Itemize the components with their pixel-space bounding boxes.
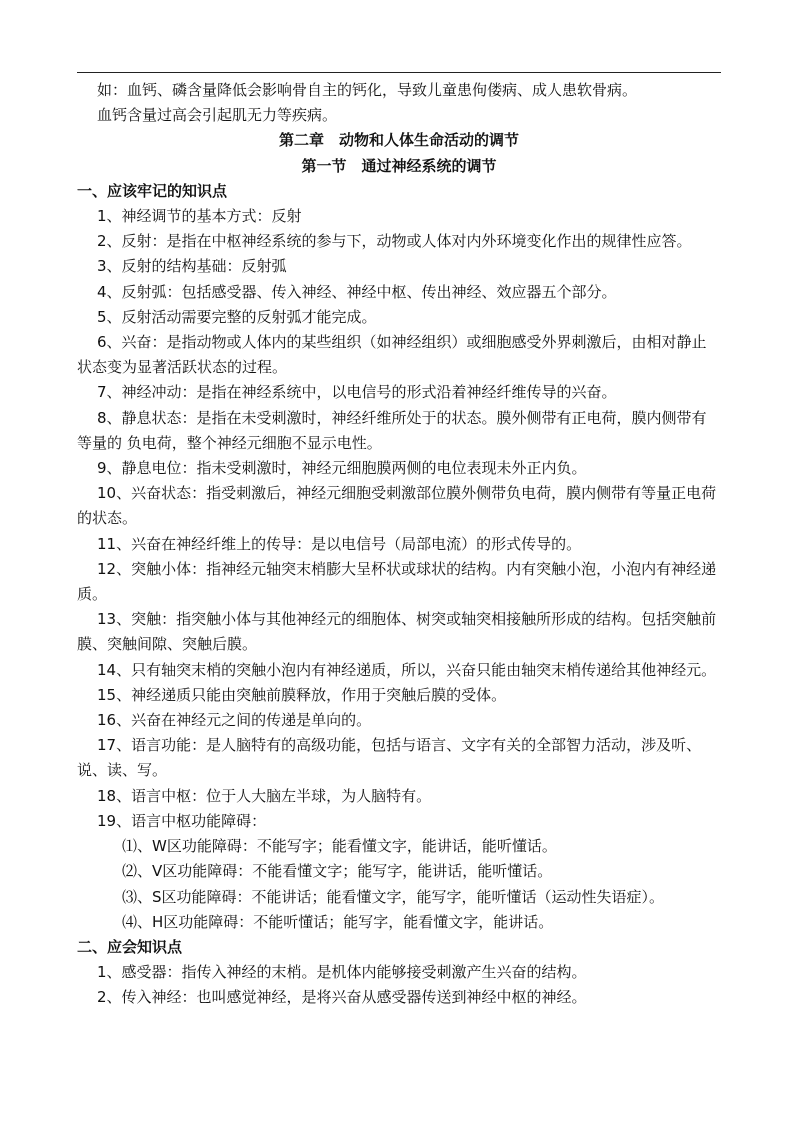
list-item: 7、神经冲动：是指在神经系统中，以电信号的形式沿着神经纤维传导的兴奋。 xyxy=(97,383,617,402)
chapter-title: 第二章 动物和人体生命活动的调节 xyxy=(278,131,519,150)
list-item: 2、反射：是指在中枢神经系统的参与下，动物或人体对内外环境变化作出的规律性应答。 xyxy=(97,232,692,251)
list-item: 11、兴奋在神经纤维上的传导：是以电信号（局部电流）的形式传导的。 xyxy=(97,534,582,553)
list-item: 12、突触小体：指神经元轴突末梢膨大呈杯状或球状的结构。内有突触小泡，小泡内有神经递质。 xyxy=(77,559,717,604)
list-item: 3、反射的结构基础：反射弧 xyxy=(97,257,287,276)
header-rule xyxy=(77,72,721,73)
sub-item: ⑶、S区功能障碍：不能讲话；能看懂文字，能写字，能听懂话（运动性失语症）。 xyxy=(122,887,665,906)
list-item: 2、传入神经：也叫感觉神经，是将兴奋从感受器传送到神经中枢的神经。 xyxy=(97,988,587,1007)
list-item: 13、突触：指突触小体与其他神经元的细胞体、树突或轴突相接触所形成的结构。包括突触前膜、突触间隙、突触后膜。 xyxy=(77,610,717,654)
list-item: 6、兴奋：是指动物或人体内的某些组织（如神经组织）或细胞感受外界刺激后，由相对静止状态变为显著活跃状态的过程。 xyxy=(77,333,707,377)
list-item: 1、神经调节的基本方式：反射 xyxy=(97,207,302,226)
intro-line: 如：血钙、磷含量降低会影响骨自主的钙化，导致儿童患佝偻病、成人患软骨病。 xyxy=(97,81,638,99)
sub-item: ⑷、H区功能障碍：不能听懂话；能写字，能看懂文字，能讲话。 xyxy=(122,912,554,931)
list-item: 1、感受器：指传入神经的末梢。是机体内能够接受刺激产生兴奋的结构。 xyxy=(97,963,587,982)
list-item: 18、语言中枢：位于人大脑左半球，为人脑特有。 xyxy=(97,786,432,805)
list-item: 9、静息电位：指未受刺激时，神经元细胞膜两侧的电位表现未外正内负。 xyxy=(97,459,587,478)
part-two-heading: 二、应会知识点 xyxy=(77,937,183,956)
document-body xyxy=(77,78,721,1011)
list-item: 16、兴奋在神经元之间的传递是单向的。 xyxy=(97,711,372,730)
sub-item: ⑵、V区功能障碍：不能看懂文字；能写字，能讲话，能听懂话。 xyxy=(122,862,553,881)
list-item: 15、神经递质只能由突触前膜释放，作用于突触后膜的受体。 xyxy=(97,685,507,704)
intro-line: 血钙含量过高会引起肌无力等疾病。 xyxy=(97,106,338,125)
section-title: 第一节 通过神经系统的调节 xyxy=(301,156,497,175)
list-item: 10、兴奋状态：指受刺激后，神经元细胞受刺激部位膜外侧带负电荷，膜内侧带有等量正电荷的状态。 xyxy=(77,484,717,528)
sub-item: ⑴、W区功能障碍：不能写字；能看懂文字，能讲话，能听懂话。 xyxy=(122,837,557,856)
part-one-heading: 一、应该牢记的知识点 xyxy=(77,181,228,200)
list-item: 5、反射活动需要完整的反射弧才能完成。 xyxy=(97,307,377,326)
list-item: 4、反射弧：包括感受器、传入神经、神经中枢、传出神经、效应器五个部分。 xyxy=(97,282,617,301)
list-item: 14、只有轴突末梢的突触小泡内有神经递质，所以，兴奋只能由轴突末梢传递给其他神经元。 xyxy=(97,660,717,679)
list-item: 19、语言中枢功能障碍： xyxy=(97,811,267,830)
list-item: 17、语言功能：是人脑特有的高级功能，包括与语言、文字有关的全部智力活动，涉及听、说、读、写。 xyxy=(77,736,702,780)
list-item: 8、静息状态：是指在未受刺激时，神经纤维所处于的状态。膜外侧带有正电荷，膜内侧带有等量的 负电荷，整个神经元细胞不显示电性。 xyxy=(77,408,707,452)
